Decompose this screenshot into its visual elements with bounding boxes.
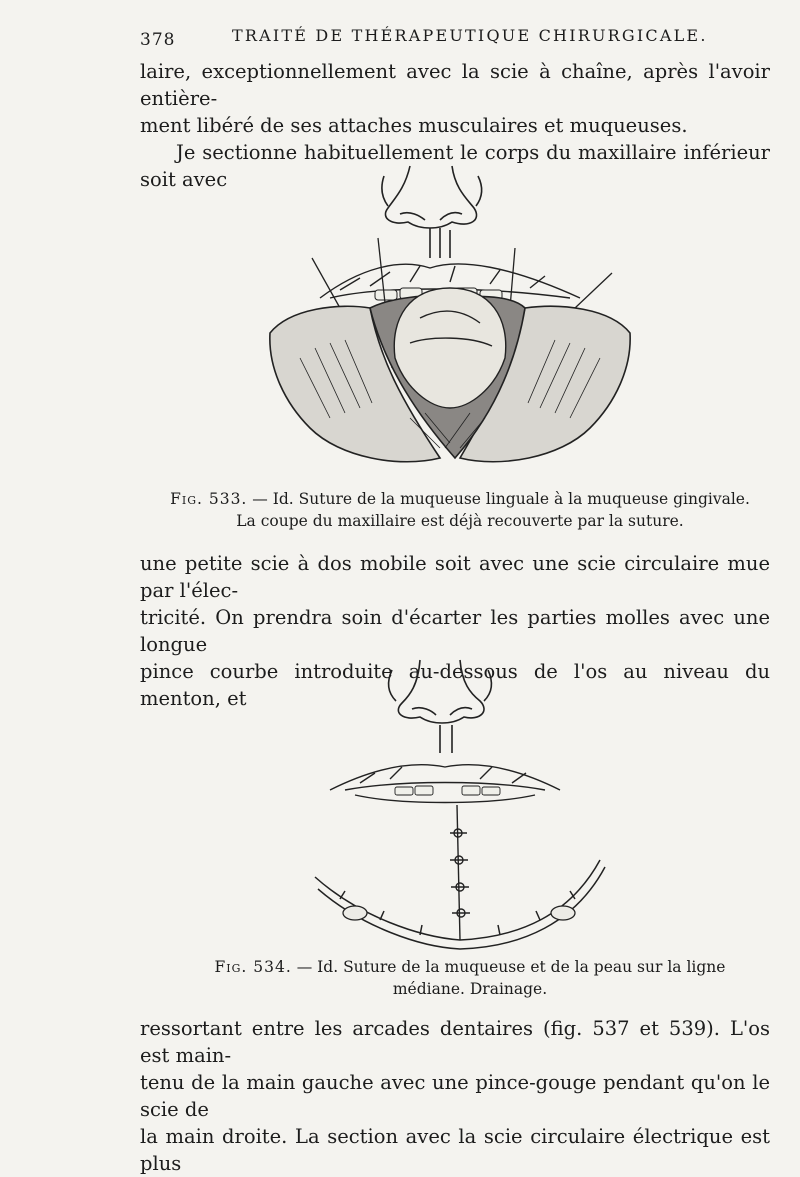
text-line: pince courbe introduite au-dessous de l'os au niveau du menton, et — [140, 660, 770, 710]
figure-label: Fig. 534. — [214, 958, 292, 976]
text-line: laire, exceptionnellement avec la scie à chaîne, après l'avoir entière- — [140, 60, 770, 110]
teeth-drawing — [395, 786, 500, 795]
text-line: tenu de la main gauche avec une pince-gouge pendant qu'on le scie de — [140, 1071, 770, 1121]
figure-534-caption — [150, 956, 790, 1000]
caption-text: — Id. Suture de la muqueuse linguale à la muqueuse gingivale. — [247, 490, 750, 508]
text-line: Je sectionne habituellement le corps du maxillaire inférieur soit avec — [140, 141, 770, 191]
nose-drawing — [389, 660, 492, 753]
text-line: la main droite. La section avec la scie circulaire électrique est plus — [140, 1125, 770, 1175]
nose-drawing — [382, 166, 482, 258]
text-line: une petite scie à dos mobile soit avec une scie circulaire mue par l'élec- — [140, 552, 770, 602]
text-line: tricité. On prendra soin d'écarter les parties molles avec une longue — [140, 606, 770, 656]
figure-534-illustration — [0, 655, 800, 950]
text-line: ment libéré de ses attaches musculaires et muqueuses. — [140, 114, 688, 137]
lips-drawing — [330, 765, 560, 803]
figure-534-drawing — [0, 655, 800, 950]
caption-text: La coupe du maxillaire est déjà recouverte par la suture. — [236, 512, 684, 530]
text-block-bottom — [140, 1015, 770, 1177]
running-title: TRAITÉ DE THÉRAPEUTIQUE CHIRURGICALE. — [232, 26, 708, 45]
midline-suture — [450, 805, 470, 940]
caption-text: médiane. Drainage. — [392, 980, 548, 998]
figure-533-illustration — [0, 158, 800, 478]
figure-533-caption — [140, 488, 780, 532]
text-line: ressortant entre les arcades dentaires (fig. 537 et 539). L'os est main- — [140, 1017, 770, 1067]
figure-label: Fig. 533. — [170, 490, 248, 508]
page-number: 378 — [140, 30, 176, 50]
page-header — [140, 24, 760, 54]
figure-533-drawing — [0, 158, 800, 478]
caption-text: — Id. Suture de la muqueuse et de la peau sur la ligne — [291, 958, 726, 976]
